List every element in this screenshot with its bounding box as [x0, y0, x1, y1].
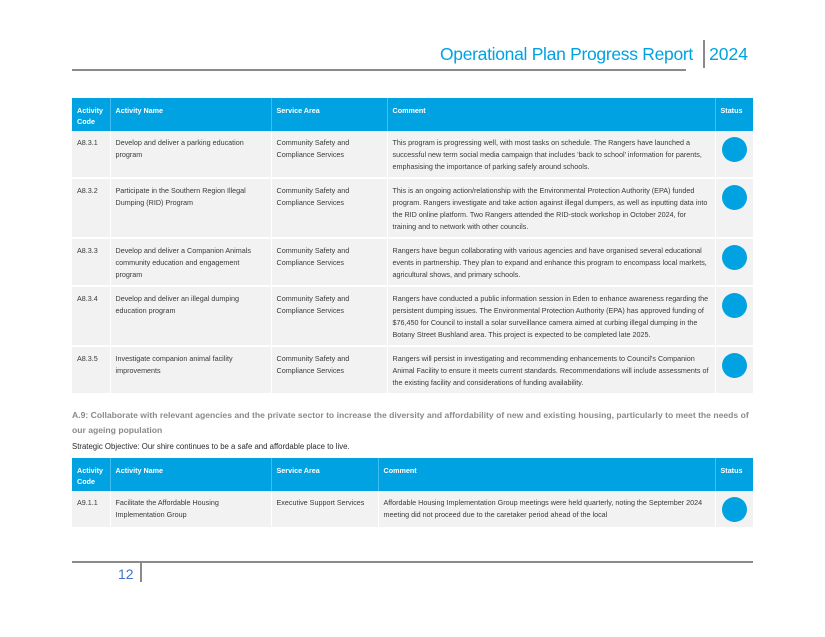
status-indicator-icon: [722, 353, 747, 378]
activity-name: Develop and deliver a parking education program: [110, 131, 271, 178]
section-heading-a9: A.9: Collaborate with relevant agencies and the private sector to increase the diversity and affordability of new and existing housing, particularly to meet the needs of our ageing population: [72, 410, 749, 435]
status-cell: [715, 491, 753, 528]
status-indicator-icon: [722, 185, 747, 210]
col-activity-code: Activity Code: [72, 98, 110, 131]
table-row: [72, 178, 753, 238]
activities-table-a8: [72, 98, 753, 395]
col-service-area: Service Area: [271, 458, 378, 491]
service-area: Community Safety and Compliance Services: [271, 238, 387, 286]
status-cell: [715, 238, 753, 286]
footer-divider: [140, 563, 142, 582]
status-indicator-icon: [722, 245, 747, 270]
page-number: 12: [118, 566, 134, 582]
header-divider: [703, 40, 705, 68]
col-activity-name: Activity Name: [110, 98, 271, 131]
col-status: Status: [715, 98, 753, 131]
activity-code: A8.3.5: [72, 346, 110, 394]
comment: Affordable Housing Implementation Group meetings were held quarterly, noting the September 2024 meeting did not proceed due to the caretaker period ahead of the local: [378, 491, 715, 528]
comment: Rangers will persist in investigating and recommending enhancements to Council's Companion Animal Facility to ensure it meets current standards. Recommendations will include assessments of the existing facility and considerations of funding availability.: [387, 346, 715, 394]
page-header: [72, 44, 753, 72]
status-cell: [715, 178, 753, 238]
status-cell: [715, 286, 753, 346]
service-area: Community Safety and Compliance Services: [271, 286, 387, 346]
activity-code: A8.3.1: [72, 131, 110, 178]
activity-code: A8.3.3: [72, 238, 110, 286]
comment: This is an ongoing action/relationship with the Environmental Protection Authority (EPA) funded program. Rangers investigate and take action against illegal dumpers, as well as inputting data into the RID online platform. Two Rangers attended the RID-stock workshop in October 2024, for training and to network with other councils.: [387, 178, 715, 238]
activity-code: A8.3.4: [72, 286, 110, 346]
status-indicator-icon: [722, 137, 747, 162]
table-row: [72, 346, 753, 394]
table-row: [72, 131, 753, 178]
comment: Rangers have begun collaborating with various agencies and have organised several educational events in partnership. They plan to expand and enhance this program to encompass local markets, agricultural shows, and primary schools.: [387, 238, 715, 286]
table-row: [72, 238, 753, 286]
report-title: Operational Plan Progress Report: [439, 44, 693, 64]
activities-table-a9: [72, 458, 753, 529]
status-cell: [715, 131, 753, 178]
report-year: 2024: [709, 44, 748, 64]
table-row: [72, 491, 753, 528]
col-activity-name: Activity Name: [110, 458, 271, 491]
status-indicator-icon: [722, 497, 747, 522]
col-comment: Comment: [378, 458, 715, 491]
col-service-area: Service Area: [271, 98, 387, 131]
activity-code: A8.3.2: [72, 178, 110, 238]
activity-name: Investigate companion animal facility improvements: [110, 346, 271, 394]
col-status: Status: [715, 458, 753, 491]
activity-name: Develop and deliver a Companion Animals community education and engagement program: [110, 238, 271, 286]
service-area: Executive Support Services: [271, 491, 378, 528]
service-area: Community Safety and Compliance Services: [271, 178, 387, 238]
service-area: Community Safety and Compliance Services: [271, 346, 387, 394]
activity-name: Facilitate the Affordable Housing Implementation Group: [110, 491, 271, 528]
activity-name: Participate in the Southern Region Illegal Dumping (RID) Program: [110, 178, 271, 238]
comment: Rangers have conducted a public information session in Eden to enhance awareness regarding the persistent dumping issues. The Environmental Protection Authority (EPA) has approved funding of $76,450 for Council to install a solar surveillance camera aimed at curbing illegal dumping in the Botany Street Bushland area. This project is expected to be completed late 2025.: [387, 286, 715, 346]
service-area: Community Safety and Compliance Services: [271, 131, 387, 178]
status-indicator-icon: [722, 293, 747, 318]
header-rule: [72, 69, 686, 71]
status-cell: [715, 346, 753, 394]
col-comment: Comment: [387, 98, 715, 131]
table-header-row: [72, 98, 753, 131]
table-row: [72, 286, 753, 346]
footer-rule: [72, 561, 753, 563]
col-activity-code: Activity Code: [72, 458, 110, 491]
activity-name: Develop and deliver an illegal dumping education program: [110, 286, 271, 346]
comment: This program is progressing well, with most tasks on schedule. The Rangers have launched a successful new term social media campaign that includes ‘back to school’ information for parents, emphasising the importance of parking safely around schools.: [387, 131, 715, 178]
activity-code: A9.1.1: [72, 491, 110, 528]
table-header-row: [72, 458, 753, 491]
strategic-objective: Strategic Objective: Our shire continues to be a safe and affordable place to live.: [72, 442, 350, 451]
